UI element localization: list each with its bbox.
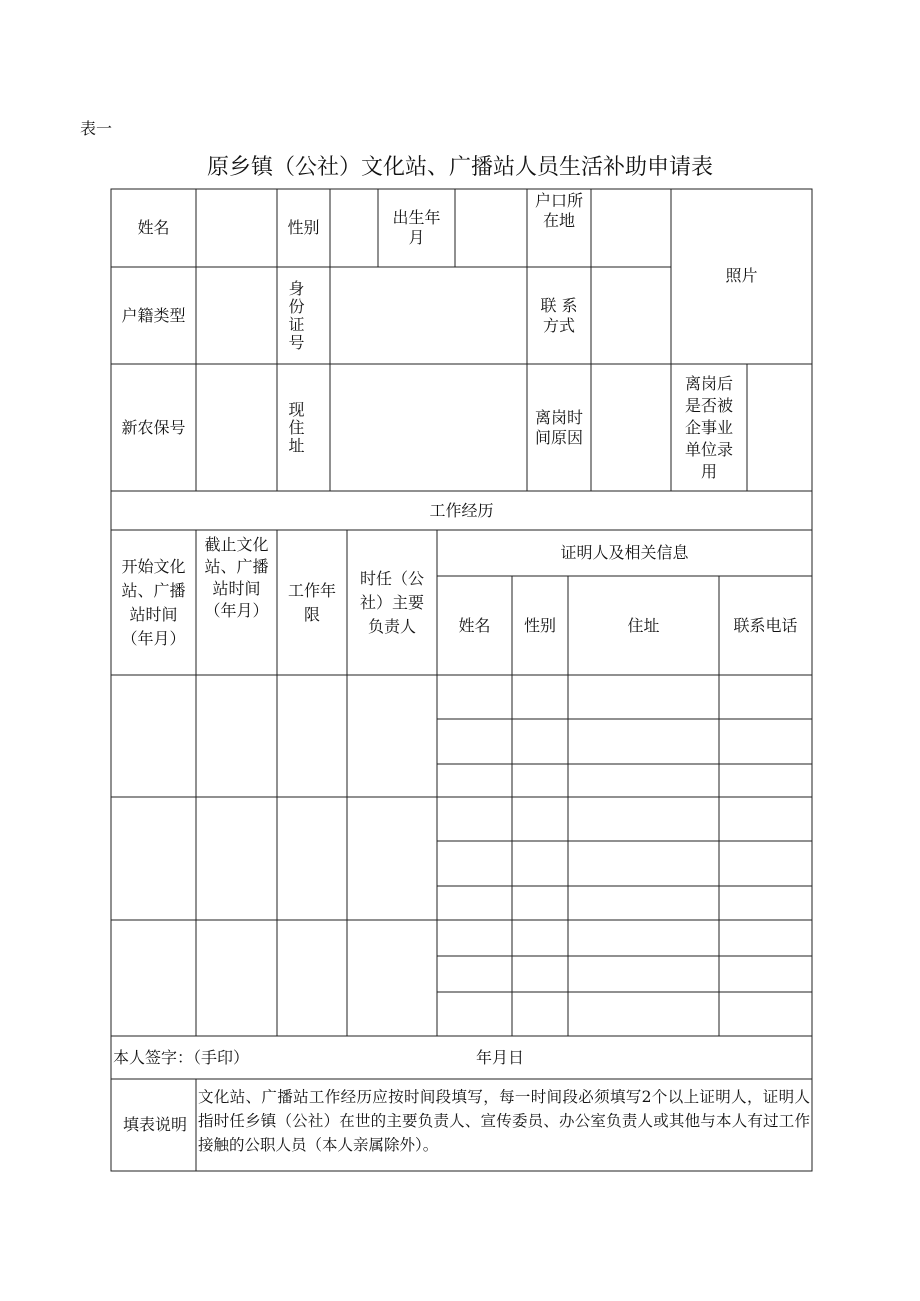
name-label: 姓名	[137, 218, 170, 237]
birth-field[interactable]	[455, 189, 527, 267]
household-type-field[interactable]	[196, 267, 277, 364]
start-time-label: 开始文化站、广播站时间（年月）	[121, 556, 186, 648]
witness-phone-label: 联系电话	[733, 615, 798, 635]
id-number-field[interactable]	[330, 267, 527, 364]
end-time-label: 截止文化站、广播站时间（年月）	[204, 535, 269, 620]
gender-field[interactable]	[330, 189, 378, 267]
reemployed-field[interactable]	[747, 364, 812, 491]
current-address-field[interactable]	[330, 364, 527, 491]
contact-field[interactable]	[591, 267, 671, 364]
current-address-label	[277, 364, 330, 491]
leader-label: 时任（公社）主要负责人	[359, 568, 424, 636]
current-address-label-text: 现住址	[288, 399, 305, 455]
signature-label: 本人签字：（手印）	[113, 1047, 250, 1067]
photo-label: 照片	[725, 266, 758, 285]
rural-insurance-field[interactable]	[196, 364, 277, 491]
table-label: 表一	[80, 119, 113, 138]
contact-label: 联 系方式	[540, 295, 578, 335]
signature-date-label: 年月日	[475, 1047, 524, 1067]
period-row-3[interactable]	[111, 920, 437, 1036]
leave-time-reason-field[interactable]	[591, 364, 671, 491]
hukou-location-field[interactable]	[591, 189, 671, 267]
leave-time-reason-label: 离岗时间原因	[534, 407, 583, 447]
notes-label	[111, 1079, 196, 1171]
id-number-label-text: 身份证号	[288, 278, 305, 352]
household-type-label: 户籍类型	[121, 305, 186, 325]
form-title: 原乡镇（公社）文化站、广播站人员生活补助申请表	[206, 155, 713, 180]
notes-text: 文化站、广播站工作经历应按时间段填写，每一时间段必须填写2个以上证明人，证明人指时任乡镇（公社）在世的主要负责人、宣传委员、办公室负责人或其他与本人有过工作接触的公职人员（本人亲属除外）。	[198, 1088, 810, 1154]
reemployed-label: 离岗后是否被企事业单位录用	[684, 373, 733, 481]
witness-gender-label: 性别	[523, 615, 556, 635]
name-field[interactable]	[196, 189, 277, 267]
witness-name-label: 姓名	[458, 615, 491, 635]
witness-info-label: 证明人及相关信息	[560, 543, 689, 562]
rural-insurance-label: 新农保号	[121, 417, 186, 437]
birth-label: 出生年月	[392, 208, 441, 247]
gender-label: 性别	[287, 218, 320, 237]
period-row-2[interactable]	[111, 797, 437, 920]
id-number-label	[277, 267, 330, 364]
notes-label-text: 填表说明	[123, 1115, 188, 1134]
work-years-label: 工作年限	[287, 580, 336, 624]
witness-address-label: 住址	[627, 615, 660, 635]
witness-rows[interactable]	[437, 675, 812, 1036]
hukou-location-label: 户口所在地	[534, 191, 583, 230]
work-history-section-label: 工作经历	[429, 500, 494, 520]
period-row-1[interactable]	[111, 675, 437, 797]
